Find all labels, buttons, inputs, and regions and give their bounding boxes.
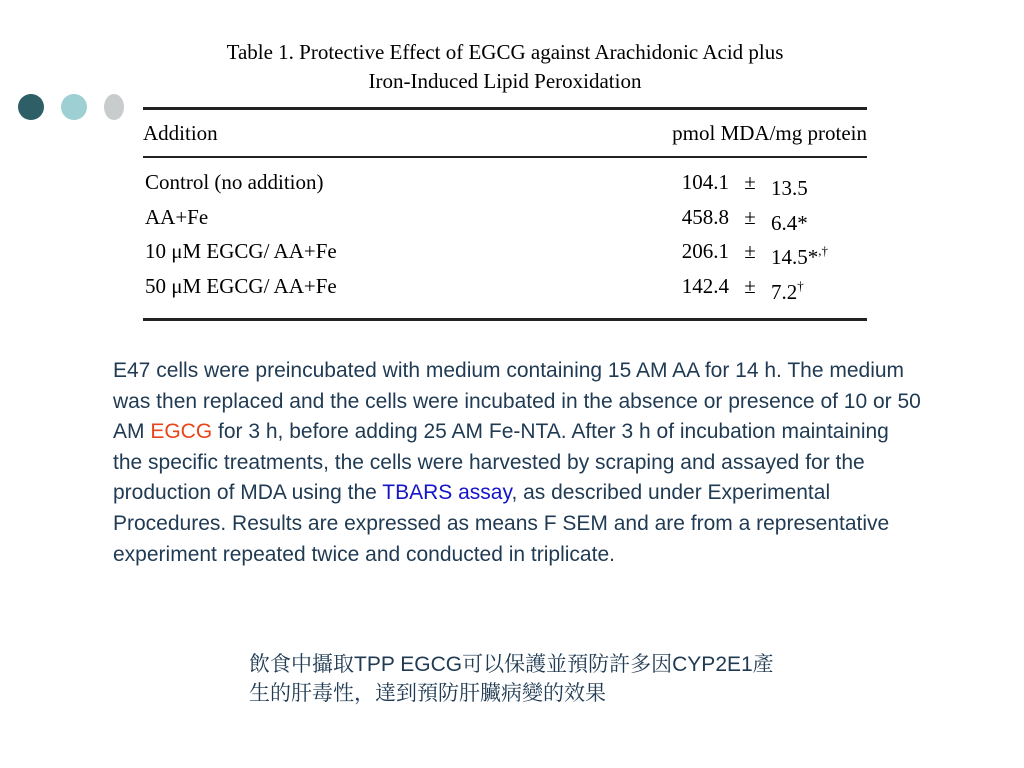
cell-plus-minus: ± bbox=[744, 239, 756, 263]
footnote-egcg-highlight: EGCG bbox=[150, 420, 213, 444]
cell-plus-minus: ± bbox=[744, 170, 756, 194]
sem-value: 14.5* bbox=[771, 245, 819, 269]
caption-line-1: Table 1. Protective Effect of EGCG against Arachidonic Acid plus bbox=[226, 40, 784, 64]
column-header-addition: Addition bbox=[143, 121, 218, 145]
table-figure bbox=[143, 38, 867, 321]
cell-sem bbox=[771, 272, 867, 307]
table-footnote bbox=[113, 356, 923, 570]
sem-value: 6.4* bbox=[771, 210, 808, 235]
decorative-dots bbox=[18, 94, 124, 120]
cell-mean: 142.4 bbox=[681, 273, 729, 298]
sem-superscript: † bbox=[797, 277, 804, 293]
footnote-text-3: , as described under Experimental Procedures. Results are expressed as means F SEM and are from a representative experiment repeated twice and conducted in triplicate. bbox=[113, 481, 890, 566]
cell-sem bbox=[771, 237, 867, 272]
cell-sem bbox=[771, 203, 867, 238]
sem-value: 7.2 bbox=[771, 279, 798, 304]
footnote-text-1: E47 cells were preincubated with medium containing 15 AM AA for 14 h. The medium was then replaced and the cells were incubated in the absence or presence of 10 or 50 AM bbox=[113, 359, 921, 444]
table-header-row bbox=[143, 110, 867, 156]
table-caption bbox=[143, 38, 867, 96]
cell-addition: Control (no addition) bbox=[145, 170, 324, 194]
cell-mean: 458.8 bbox=[681, 204, 729, 229]
column-header-value: pmol MDA/mg protein bbox=[672, 121, 867, 145]
cell-sem bbox=[771, 168, 867, 203]
dot-gray bbox=[104, 94, 124, 120]
footnote-text-2: for 3 h, before adding 25 AM Fe-NTA. After 3 h of incubation maintaining the specific treatments, the cells were harvested by scraping and assayed for the production of MDA using the bbox=[113, 420, 889, 505]
chinese-summary: 飲食中攝取TPP EGCG可以保護並預防許多因CYP2E1產生的肝毒性，達到預防肝臟病變的效果 bbox=[249, 653, 774, 705]
cell-plus-minus: ± bbox=[744, 273, 756, 298]
cell-addition: 50 μM EGCG/ AA+Fe bbox=[145, 273, 337, 298]
table-row bbox=[143, 168, 867, 203]
cell-mean: 104.1 bbox=[681, 170, 729, 194]
footnote-tbars-highlight: TBARS assay bbox=[382, 481, 512, 505]
cell-addition: AA+Fe bbox=[145, 204, 209, 229]
table-row bbox=[143, 203, 867, 238]
table-body bbox=[143, 158, 867, 318]
dot-light-teal bbox=[61, 94, 87, 120]
table-row bbox=[143, 272, 867, 307]
sem-superscript: ,† bbox=[818, 243, 828, 258]
table-row bbox=[143, 237, 867, 272]
table-bottom-rule bbox=[143, 318, 867, 321]
dot-dark-teal bbox=[18, 94, 44, 120]
caption-line-2: Iron-Induced Lipid Peroxidation bbox=[368, 69, 642, 93]
cell-mean: 206.1 bbox=[681, 239, 729, 263]
cell-plus-minus: ± bbox=[744, 204, 756, 229]
sem-value: 13.5 bbox=[771, 176, 808, 200]
cell-addition: 10 μM EGCG/ AA+Fe bbox=[145, 239, 337, 263]
